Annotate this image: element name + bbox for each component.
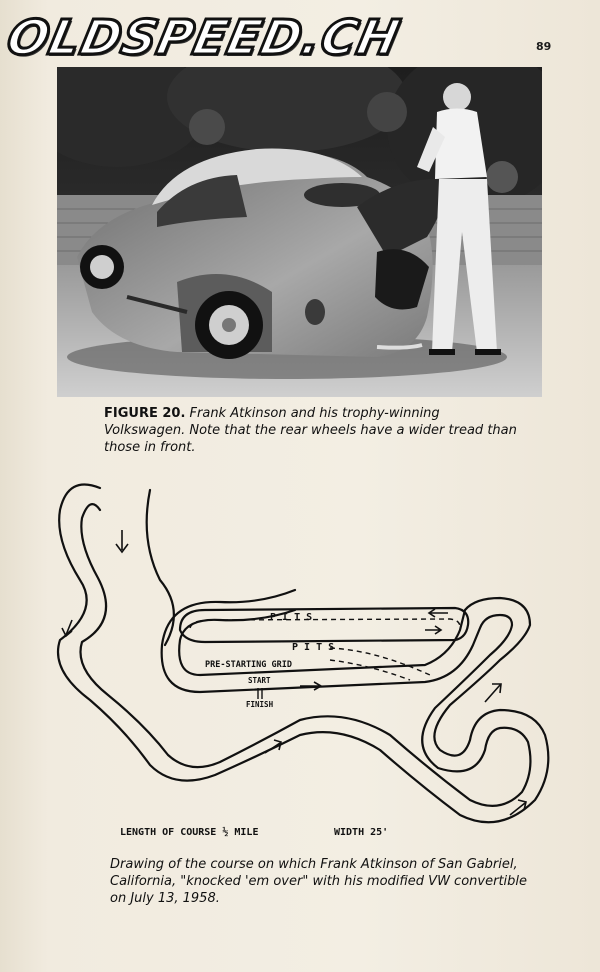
drawing-caption: Drawing of the course on which Frank Atkinson of San Gabriel, California, "knocked 'em over" with his modified VW convertible on July 13, 1958. bbox=[110, 857, 528, 906]
car-photo-illustration bbox=[57, 67, 542, 397]
course-length-label: LENGTH OF COURSE ½ MILE bbox=[120, 827, 259, 838]
course-width-label: WIDTH 25' bbox=[334, 827, 389, 838]
start-label: START bbox=[248, 676, 271, 685]
figure-caption bbox=[104, 405, 524, 456]
car-photo bbox=[57, 67, 542, 397]
figure-label: FIGURE 20. bbox=[104, 406, 186, 421]
page-number: 89 bbox=[536, 40, 552, 53]
race-course-diagram bbox=[30, 470, 575, 850]
pits-inner-label: P I T S bbox=[292, 642, 335, 653]
oldspeed-watermark: OLDSPEED.CH bbox=[2, 10, 405, 66]
finish-label: FINISH bbox=[246, 700, 274, 709]
pits-outer-label: P I T S bbox=[270, 612, 313, 623]
figure-caption-text: Frank Atkinson and his trophy-winning Volkswagen. Note that the rear wheels have a wider tread than those in front. bbox=[104, 406, 517, 455]
pre-starting-grid-label: PRE-STARTING GRID bbox=[205, 660, 292, 670]
